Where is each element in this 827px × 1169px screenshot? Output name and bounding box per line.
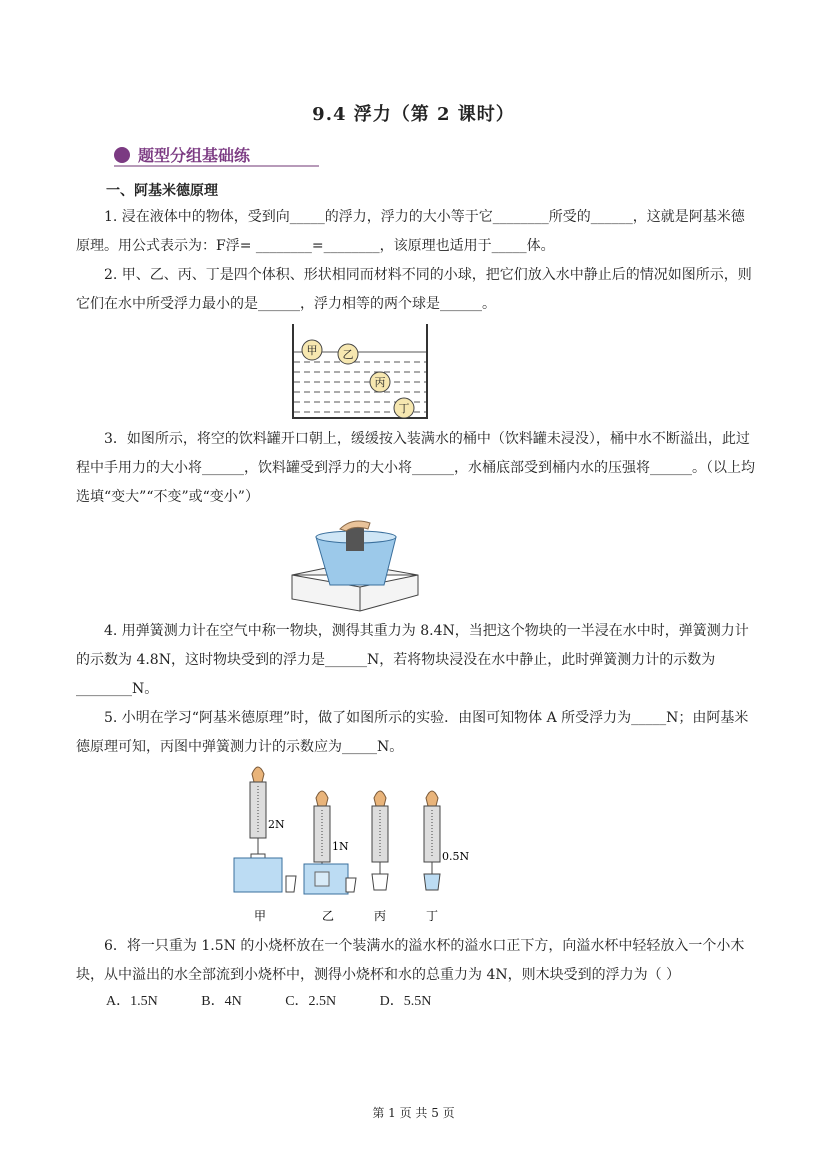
reading-0-5n: 0.5N: [442, 850, 470, 863]
question-1: 1. 浸在液体中的物体，受到向_____的浮力，浮力的大小等于它________所受的______，这就是阿基米德原理。用公式表示为：F浮= ________=________，该原理也适用于_____体。: [76, 209, 745, 254]
option-d[interactable]: D．5.5N: [379, 994, 432, 1009]
ball-label-bing: 丙: [374, 376, 386, 389]
question-4: 4. 用弹簧测力计在空气中称一物块，测得其重力为 8.4N，当把这个物块的一半浸在水中时，弹簧测力计的示数为 4.8N，这时物块受到的浮力是______N，若将物块浸没在水中静止，此时弹簧测力计的示数为________N。: [76, 623, 749, 697]
page-title: 9.4 浮力（第 2 课时）: [312, 104, 515, 125]
option-a[interactable]: A．1.5N: [106, 994, 158, 1009]
option-b[interactable]: B．4N: [201, 994, 242, 1009]
page-footer: 第 1 页 共 5 页: [372, 1106, 455, 1120]
question-2: 2. 甲、乙、丙、丁是四个体积、形状相同而材料不同的小球，把它们放入水中静止后的情况如图所示，则它们在水中所受浮力最小的是______，浮力相等的两个球是______。: [76, 267, 752, 312]
figure-spring-scale-experiment: [230, 760, 480, 926]
reading-2n: 2N: [268, 818, 285, 831]
ball-label-yi: 乙: [342, 348, 354, 361]
figure-bucket-can: [290, 515, 420, 613]
fig-label-jia: 甲: [253, 909, 267, 923]
bullet-dot-icon: [114, 147, 130, 163]
ball-label-jia: 甲: [306, 344, 318, 357]
question-3: 3．如图所示，将空的饮料罐开口朝上，缓缓按入装满水的桶中（饮料罐未浸没），桶中水不断溢出，此过程中手用力的大小将______，饮料罐受到浮力的大小将______，水桶底部受到桶内水的压强将______。（以上均选填“变大”“不变”或“变小”）: [76, 431, 755, 505]
answer-options: [106, 990, 471, 1010]
banner-text: 题型分组基础练: [138, 146, 251, 165]
reading-1n: 1N: [332, 840, 349, 853]
fig-label-yi: 乙: [321, 909, 335, 923]
section-banner: [108, 143, 313, 167]
fig-label-ding: 丁: [425, 909, 439, 923]
banner-underline: [114, 165, 319, 167]
question-6: 6．将一只重为 1.5N 的小烧杯放在一个装满水的溢水杯的溢水口正下方，向溢水杯中轻轻放入一个小木块，从中溢出的水全部流到小烧杯中，测得小烧杯和水的总重力为 4N，则木块受到的浮力为（ ）: [76, 938, 745, 983]
question-5: 5. 小明在学习“阿基米德原理”时，做了如图所示的实验．由图可知物体 A 所受浮力为_____N；由阿基米德原理可知，丙图中弹簧测力计的示数应为_____N。: [76, 710, 749, 755]
fig-label-bing: 丙: [373, 909, 387, 923]
ball-label-ding: 丁: [398, 402, 410, 415]
figure-balls-in-tank: [290, 322, 430, 420]
section-heading: 一、阿基米德原理: [106, 183, 218, 199]
option-c[interactable]: C．2.5N: [285, 994, 337, 1009]
